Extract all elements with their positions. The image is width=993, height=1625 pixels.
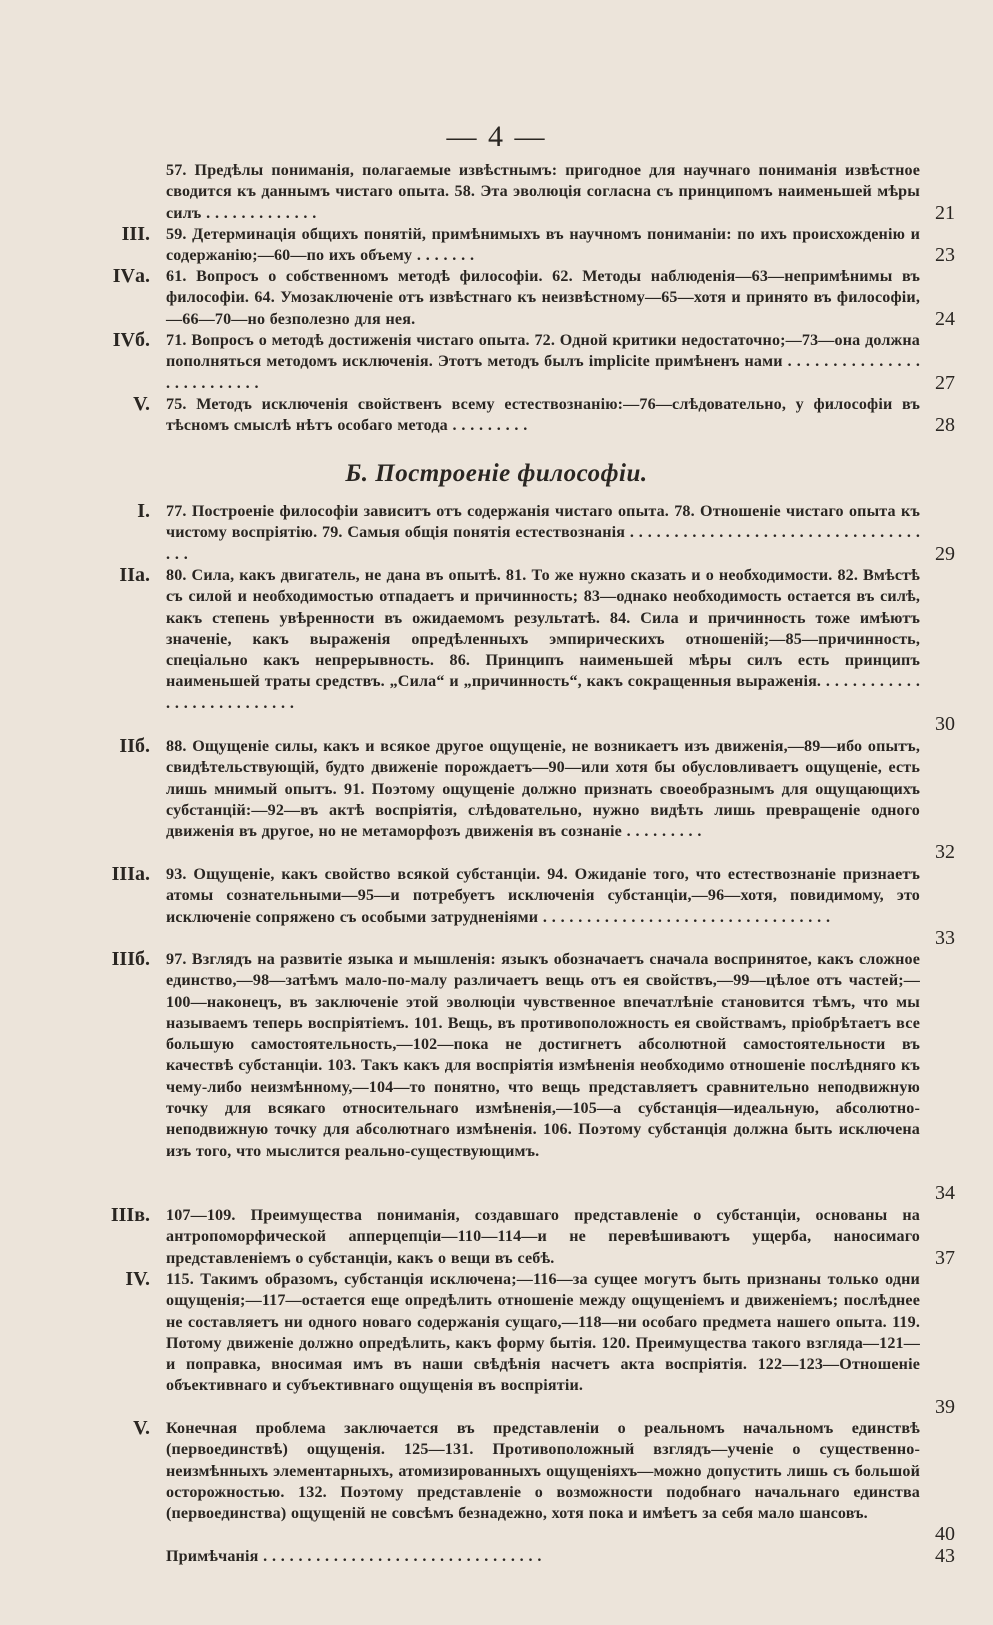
entry-page-ref: 24 — [935, 308, 955, 330]
entry-text: Конечная проблема заключается въ представленіи о реальномъ начальномъ единствѣ (первоединствѣ) ощущенія. 125—131. Противоположный взглядъ—ученіе о существенно-неизмѣнныхъ элементарныхъ, атомизированныхъ ощущеніяхъ—можно допустить лишь съ большой осторожностью. 132. Поэтому представленіе о возможности подобнаго начальнаго единства (первоединства) ощущеній не совсѣмъ безнадежно, хотя пока и имѣетъ за себя мало шансовъ. — [166, 1420, 920, 1523]
entry-text: 80. Сила, какъ двигатель, не дана въ опытѣ. 81. То же нужно сказать и о необходимости. 82. Вмѣстѣ съ силой и необходимостью отпадаетъ и причинность; 83—однако необходимость остается въ силѣ, какъ степень увѣренности въ ожидаемомъ результатѣ. 84. Сила и причинность тоже имѣютъ значеніе, какъ выраженія опредѣленныхъ эмпирическихъ отношеній;—85—причинность, спеціально какъ непрерывность. 86. Принципъ наименьшей мѣры силъ есть принципъ наименьшей траты средствъ. „Сила“ и „причинность“, какъ сокращенныя выраженія. . . . . . . . . . . . . . . . . . . . . . . . . . . — [166, 567, 920, 712]
entry-text: 61. Вопросъ о собственномъ методѣ философіи. 62. Методы наблюденія—63—непримѣнимы въ философіи. 64. Умозаключеніе отъ извѣстнаго къ неизвѣстному—65—хотя и принято въ философіи,—66—70—но безполезно для нея. — [166, 268, 920, 328]
entry-text: 88. Ощущеніе силы, какъ и всякое другое ощущеніе, не возникаетъ изъ движенія,—89—ибо опытъ, свидѣтельствующій, будто движеніе порождаетъ—90—или хотя бы обусловливаетъ ощущеніе, есть лишь мнимый опытъ. 91. Поэтому ощущеніе должно признать своеобразнымъ для ощущающихъ субстанцій:—92—въ актѣ воспріятія, слѣдовательно, нужно видѣть лишь превращеніе одного движенія въ другое, но не метаморфозъ движенія въ сознаніе . . . . . . . . . — [166, 738, 920, 841]
entry-page-ref: 32 — [935, 841, 955, 863]
entry-text: 115. Такимъ образомъ, субстанція исключена;—116—за сущее могутъ быть признаны только одни ощущенія;—117—остается еще опредѣлить отношеніе между ощущеніемъ и движеніемъ; послѣднее не составляетъ ни одного новаго содержанія сущаго,—118—ни особаго предмета нашего опыта. 119. Потому движеніе должно опредѣлить, какъ форму бытія. 120. Преимущества такого взгляда—121—и поправка, вносимая имъ въ наши свѣдѣнія насчетъ акта воспріятія. 122—123—Отношеніе объективнаго и субъективнаго ощущенія въ воспріятіи. — [166, 1271, 920, 1395]
entry-page-ref: 43 — [935, 1545, 955, 1567]
entry-text: Примѣчанія . . . . . . . . . . . . . . . . . . . . . . . . . . . . . . . . — [166, 1548, 542, 1565]
entry-marker: V. — [133, 393, 150, 415]
entry-marker: IIб. — [119, 735, 150, 757]
entry-marker: IIа. — [119, 564, 150, 586]
entry-marker: III. — [121, 223, 150, 245]
entry-marker: IIIв. — [110, 1204, 150, 1226]
entry-marker: IIIа. — [111, 863, 150, 885]
section-heading: Б. Построеніе философіи. — [345, 460, 648, 487]
entry-marker: V. — [133, 1417, 150, 1439]
entry-page-ref: 30 — [935, 713, 955, 735]
entry-page-ref: 28 — [935, 414, 955, 436]
entry-marker: IV. — [125, 1268, 150, 1290]
entry-marker: I. — [137, 500, 150, 522]
page-number: — 4 — — [446, 120, 547, 153]
entry-marker: IVа. — [112, 265, 150, 287]
entry-page-ref: 34 — [935, 1182, 955, 1204]
entry-marker: IIIб. — [111, 948, 150, 970]
entry-text: 97. Взглядъ на развитіе языка и мышленія: языкъ обозначаетъ сначала воспринятое, какъ сложное единство,—98—затѣмъ мало-по-малу различаетъ вещь отъ ея свойствъ,—99—цѣлое отъ частей;—100—наконецъ, въ заключеніе этой эволюціи чувственное впечатлѣніе становится тѣмъ, что мы называемъ теперь воспріятіемъ. 101. Вещь, въ противоположность ея свойствамъ, пріобрѣтаетъ все большую самостоятельность,—102—пока не достигнетъ абсолютной самостоятельности въ качествѣ субстанціи. 103. Такъ какъ для воспріятія измѣненія необходимо отношеніе послѣдняго къ чему-либо неизмѣнному,—104—то понятно, что вещь представляетъ сравнительно неподвижную точку для всякаго относительнаго измѣненія,—105—а субстанція—идеальную, абсолютно-неподвижную точку для абсолютнаго измѣненія. 106. Поэтому субстанція должна быть исключена изъ того, что мыслится реально-существующимъ. — [166, 951, 920, 1160]
entry-page-ref: 21 — [935, 202, 955, 224]
entry-marker: IVб. — [112, 329, 150, 351]
entry-text: 75. Методъ исключенія свойственъ всему естествознанію:—76—слѣдовательно, у философіи въ тѣсномъ смыслѣ нѣтъ особаго метода . . . . . . . . . — [166, 396, 920, 435]
entry-text: 107—109. Преимущества пониманія, создавшаго представленіе о субстанціи, основаны на антропоморфической апперцепціи—110—114—и не перевѣшиваютъ ущерба, наносимаго представленіемъ о субстанціи, какъ о вещи въ себѣ. — [166, 1207, 920, 1267]
entry-text: 93. Ощущеніе, какъ свойство всякой субстанціи. 94. Ожиданіе того, что естествознаніе признаетъ атомы сознательными—95—и потребуетъ исключенія субстанціи,—96—хотя, повидимому, это исключеніе сопряжено съ особыми затрудненіями . . . . . . . . . . . . . . . . . . . . . . . . . . . . . . . . . — [166, 866, 920, 926]
entry-text: 59. Детерминація общихъ понятій, примѣнимыхъ въ научномъ пониманіи: по ихъ происхожденію и содержанію;—60—по ихъ объему . . . . . . . — [166, 226, 920, 265]
entry-text: 57. Предѣлы пониманія, полагаемые извѣстнымъ: пригодное для научнаго пониманія извѣстное сводится къ даннымъ чистаго опыта. 58. Эта эволюція согласна съ принципомъ наименьшей мѣры силъ . . . . . . . . . . . . . — [166, 162, 920, 222]
entry-text: 71. Вопросъ о методѣ достиженія чистаго опыта. 72. Одной критики недостаточно;—73—она должна пополняться методомъ исключенія. Этотъ методъ былъ implicite примѣненъ нами . . . . . . . . . . . . . . . . . . . . . . . . . . — [166, 332, 920, 392]
entry-text: 77. Построеніе философіи зависитъ отъ содержанія чистаго опыта. 78. Отношеніе чистаго опыта къ чистому воспріятію. 79. Самыя общія понятія естествознанія . . . . . . . . . . . . . . . . . . . . . . . . . . . . . . . . . . . . — [166, 503, 920, 563]
entry-page-ref: 37 — [935, 1247, 955, 1269]
entry-page-ref: 27 — [935, 372, 955, 394]
entry-page-ref: 23 — [935, 244, 955, 266]
entry-page-ref: 39 — [935, 1396, 955, 1418]
entry-page-ref: 29 — [935, 543, 955, 565]
entry-page-ref: 40 — [935, 1523, 955, 1545]
entry-page-ref: 33 — [935, 927, 955, 949]
